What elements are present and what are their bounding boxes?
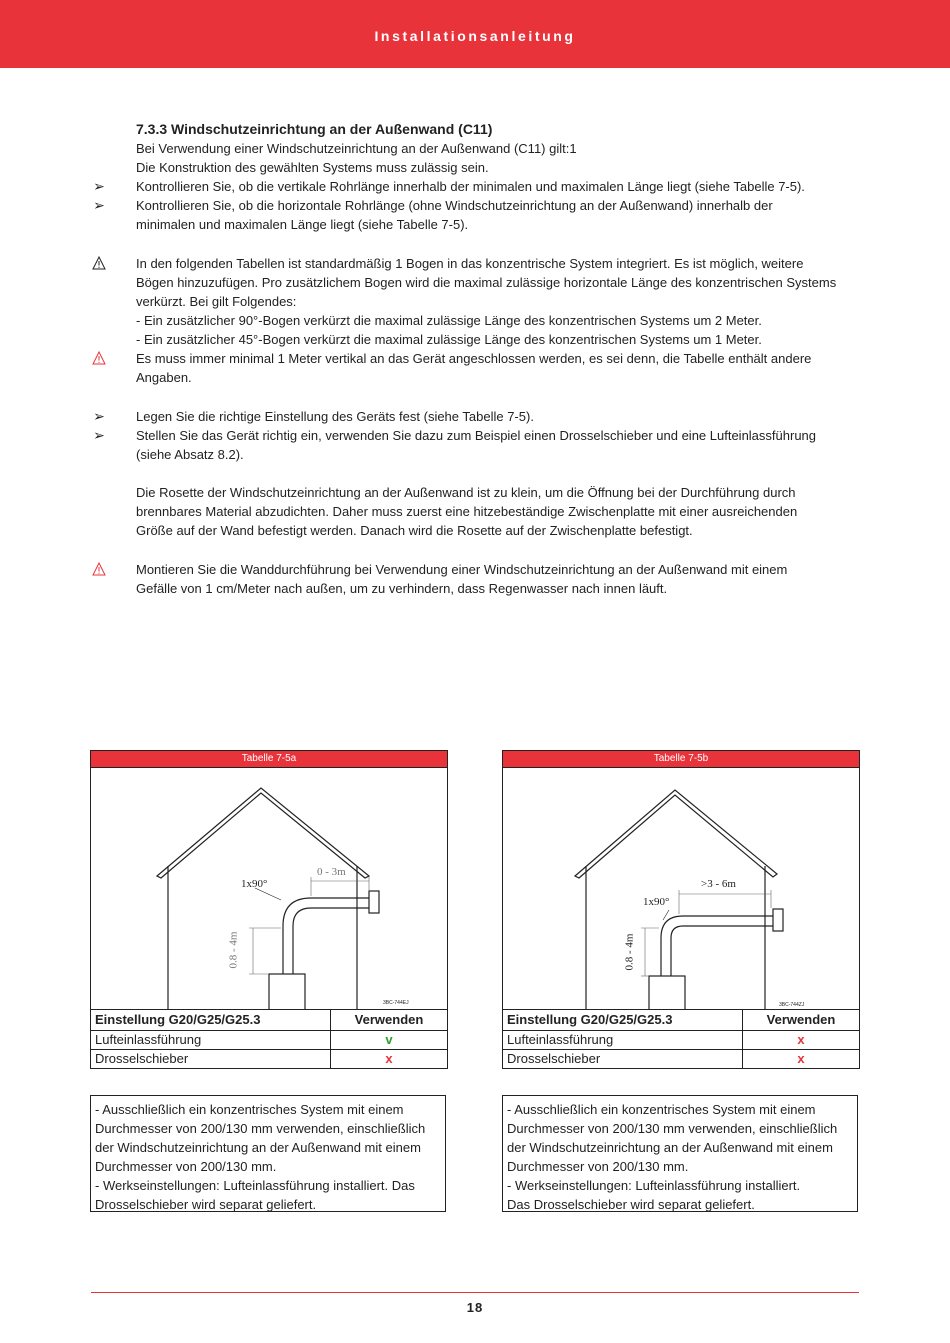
- paragraph-line: Größe auf der Wand befestigt werden. Danach wird die Rosette auf der Zwischenplatte befestigt.: [136, 523, 693, 538]
- vertical-length-label: 0.8 - 4m: [623, 933, 636, 971]
- note-line: Drosselschieber wird separat geliefert.: [95, 1197, 317, 1212]
- warning-line: Angaben.: [136, 370, 192, 385]
- step-line: (siehe Absatz 8.2).: [136, 447, 244, 462]
- vertical-length-label: 0.8 - 4m: [227, 931, 240, 969]
- bend-label: 1x90°: [241, 878, 268, 890]
- paragraph-line: Die Rosette der Windschutzeinrichtung an der Außenwand ist zu klein, um die Öffnung bei der Durchführung durch: [136, 485, 796, 500]
- warning-line: Montieren Sie die Wanddurchführung bei Verwendung einer Windschutzeinrichtung an der Außenwand mit einem: [136, 562, 788, 577]
- notes-box-a: [90, 1095, 446, 1212]
- cross-mark: x: [743, 1050, 860, 1069]
- warning-triangle-icon: [91, 351, 107, 370]
- drawing-code: 3BC-744EJ: [383, 1000, 409, 1006]
- check-mark: v: [331, 1031, 448, 1050]
- warning-line: Bögen hinzuzufügen. Pro zusätzlichem Bogen wird die maximal zulässige horizontale Länge des konzentrischen Systems: [136, 275, 837, 290]
- note-line: - Werkseinstellungen: Lufteinlassführung installiert. Das: [95, 1178, 415, 1193]
- table-7-5a: [90, 750, 448, 1069]
- table-title: Tabelle 7-5b: [503, 751, 859, 768]
- row-label: Lufteinlassführung: [91, 1031, 331, 1050]
- step-line: Legen Sie die richtige Einstellung des Geräts fest (siehe Tabelle 7-5).: [136, 409, 534, 424]
- cross-mark: x: [743, 1031, 860, 1050]
- check-line: Kontrollieren Sie, ob die horizontale Rohrlänge (ohne Windschutzeinrichtung an der Außenwand) innerhalb der: [136, 198, 773, 213]
- arrow-bullet-icon: ➢: [93, 408, 105, 424]
- arrow-bullet-icon: ➢: [93, 178, 105, 194]
- note-line: Durchmesser von 200/130 mm verwenden, einschließlich: [95, 1121, 426, 1136]
- column-header: Einstellung G20/G25/G25.3: [503, 1010, 743, 1031]
- house-diagram: [503, 768, 859, 1010]
- section-heading: 7.3.3 Windschutzeinrichtung an der Außenwand (C11): [136, 121, 493, 137]
- note-line: Durchmesser von 200/130 mm.: [507, 1159, 689, 1174]
- note-line: Das Drosselschieber wird separat geliefert.: [507, 1197, 755, 1212]
- warning-line: Es muss immer minimal 1 Meter vertikal an das Gerät angeschlossen werden, es sei denn, die Tabelle enthält andere: [136, 351, 812, 366]
- check-line: minimalen und maximalen Länge liegt (siehe Tabelle 7-5).: [136, 217, 469, 232]
- document-title: Installationsanleitung: [374, 28, 576, 44]
- check-line: Kontrollieren Sie, ob die vertikale Rohrlänge innerhalb der minimalen und maximalen Länge liegt (siehe Tabelle 7-5).: [136, 179, 805, 194]
- warning-line: - Ein zusätzlicher 90°-Bogen verkürzt die maximal zulässige Länge des konzentrischen Systems um 2 Meter.: [136, 313, 762, 328]
- cross-mark: x: [331, 1050, 448, 1069]
- table-title: Tabelle 7-5a: [91, 751, 447, 768]
- row-label: Lufteinlassführung: [503, 1031, 743, 1050]
- note-line: der Windschutzeinrichtung an der Außenwand mit einem: [95, 1140, 421, 1155]
- warning-line: - Ein zusätzlicher 45°-Bogen verkürzt die maximal zulässige Länge des konzentrischen Systems um 1 Meter.: [136, 332, 762, 347]
- row-label: Drosselschieber: [507, 1051, 601, 1066]
- horizontal-length-label: 0 - 3m: [317, 866, 346, 878]
- column-header: Einstellung G20/G25/G25.3: [91, 1010, 331, 1031]
- warning-triangle-icon: [91, 256, 107, 275]
- column-header: Verwenden: [331, 1010, 448, 1031]
- horizontal-length-label: >3 - 6m: [701, 878, 736, 890]
- settings-table: [91, 1010, 447, 1068]
- warning-line: Gefälle von 1 cm/Meter nach außen, um zu verhindern, dass Regenwasser nach innen läuft.: [136, 581, 668, 596]
- note-line: der Windschutzeinrichtung an der Außenwand mit einem: [507, 1140, 833, 1155]
- header-bar: [0, 0, 950, 68]
- warning-triangle-icon: [91, 562, 107, 581]
- table-7-5b: [502, 750, 860, 1069]
- footer-divider: [91, 1292, 859, 1293]
- note-line: - Ausschließlich ein konzentrisches System mit einem: [507, 1102, 816, 1117]
- note-line: - Ausschließlich ein konzentrisches System mit einem: [95, 1102, 404, 1117]
- page-number: 18: [466, 1300, 484, 1315]
- bend-label: 1x90°: [643, 896, 670, 908]
- intro-line: Bei Verwendung einer Windschutzeinrichtung an der Außenwand (C11) gilt:1: [136, 141, 577, 156]
- step-line: Stellen Sie das Gerät richtig ein, verwenden Sie dazu zum Beispiel einen Drosselschieber und eine Lufteinlassführung: [136, 428, 817, 443]
- arrow-bullet-icon: ➢: [93, 197, 105, 213]
- house-diagram: [91, 768, 447, 1010]
- column-header: Verwenden: [743, 1010, 860, 1031]
- note-line: Durchmesser von 200/130 mm.: [95, 1159, 277, 1174]
- arrow-bullet-icon: ➢: [93, 427, 105, 443]
- intro-line: Die Konstruktion des gewählten Systems muss zulässig sein.: [136, 160, 489, 175]
- warning-line: verkürzt. Bei gilt Folgendes:: [136, 294, 297, 309]
- note-line: Durchmesser von 200/130 mm verwenden, einschließlich: [507, 1121, 838, 1136]
- note-line: - Werkseinstellungen: Lufteinlassführung installiert.: [507, 1178, 801, 1193]
- warning-line: In den folgenden Tabellen ist standardmäßig 1 Bogen in das konzentrische System integriert. Es ist möglich, weitere: [136, 256, 804, 271]
- row-label: Drosselschieber: [95, 1051, 189, 1066]
- settings-table: [503, 1010, 859, 1068]
- notes-box-b: [502, 1095, 858, 1212]
- paragraph-line: brennbares Material abzudichten. Daher muss zuerst eine hitzebeständige Zwischenplatte mit einer ausreichenden: [136, 504, 798, 519]
- drawing-code: 3BC-744ZJ: [779, 1002, 805, 1008]
